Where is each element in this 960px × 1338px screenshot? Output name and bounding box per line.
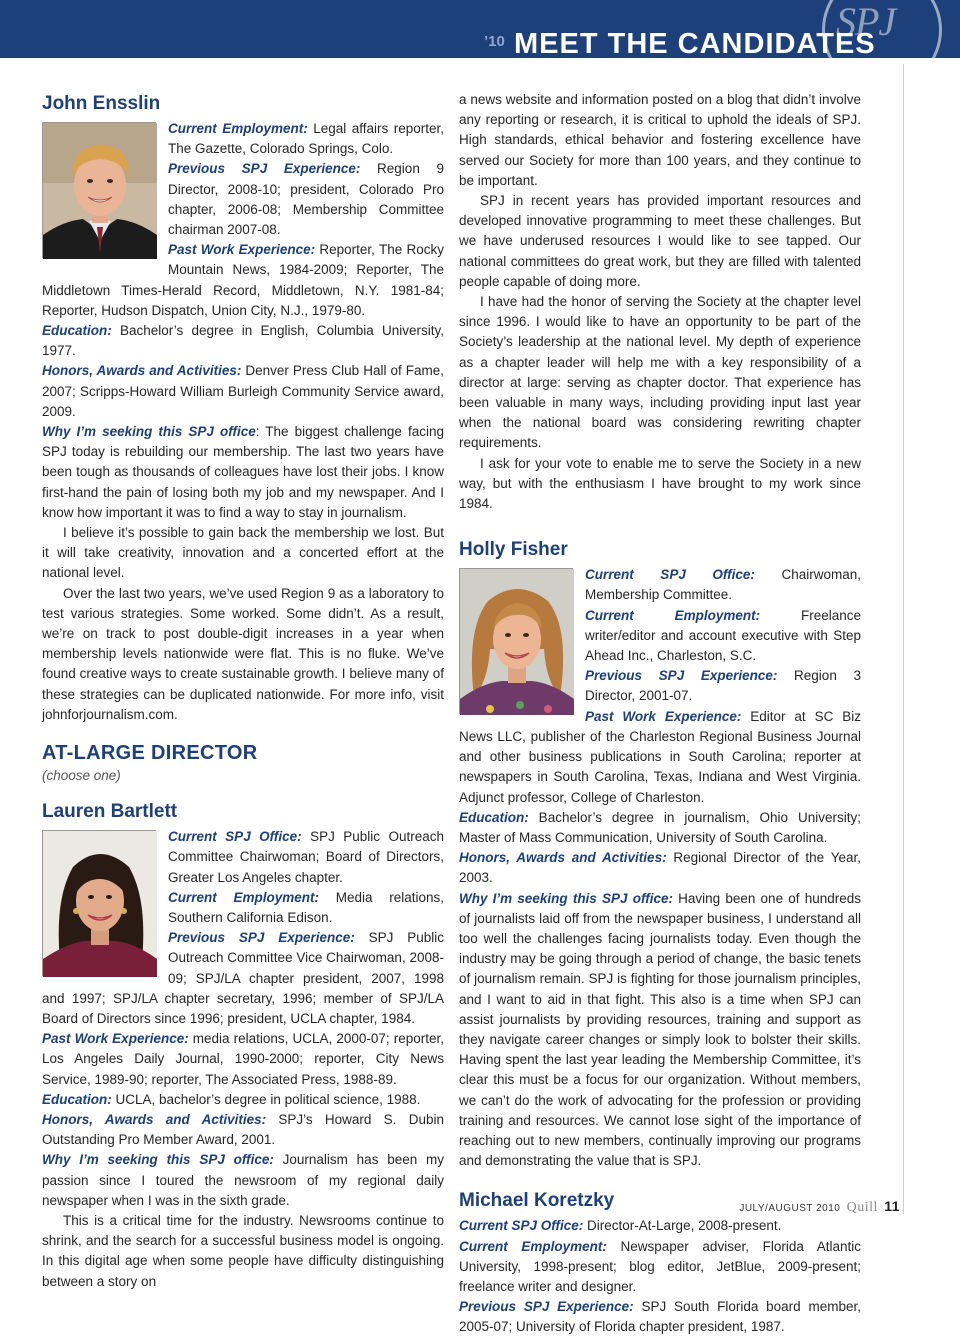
label-honors: Honors, Awards and Activities: <box>42 1111 267 1127</box>
bartlett-paragraph-4: I have had the honor of serving the Society at the chapter level since 1996. I would like to have an opportunity to be part of the Society’s leadership at the national level. My depth of experience as a chapter leader will help me with a key responsibility of a director at large: serving as chapter doctor. That experience has been valuable in many ways, including providing input last year when the national board was considering rewriting chapter requirements. <box>459 294 861 451</box>
bartlett-paragraph-3: SPJ in recent years has provided important resources and developed innovative programming to meet these challenges. But we have underused resources I would like to see tapped. Our national committees do great work, but they are filled with talented people capable of doing more. <box>459 193 861 289</box>
bartlett-past-work: media relations, UCLA, 2000-07; reporter, Los Angeles Daily Journal, 1990-2000; reporter, City News Service, 1989-90; reporter, The Associated Press, 1988-89. <box>42 1031 444 1087</box>
section-heading-at-large-director: AT-LARGE DIRECTOR <box>42 742 258 765</box>
label-previous-experience: Previous SPJ Experience: <box>585 668 778 684</box>
label-past-work: Past Work Experience: <box>42 1031 189 1047</box>
ensslin-paragraph-2: I believe it’s possible to gain back the membership we lost. But it will take creativity, innovation and a concerted effort at the national level. <box>42 525 444 581</box>
bartlett-paragraph-5: I ask for your vote to enable me to serve the Society in a new way, but with the enthusiasm I have brought to my work since 1984. <box>459 455 861 512</box>
fisher-current-employment: Freelance writer/editor and account executive with Step Ahead Inc., Charleston, S.C. <box>585 607 861 664</box>
banner-year: ’10 <box>484 33 505 50</box>
fisher-education: Bachelor’s degree in journalism, Ohio University; Master of Mass Communication, University of South Carolina. <box>459 809 861 845</box>
spacer <box>459 1171 861 1187</box>
ensslin-honors: Denver Press Club Hall of Fame, 2007; Scripps-Howard William Burleigh Community Service award, 2009. <box>42 363 444 419</box>
label-why-seeking: Why I’m seeking this SPJ office <box>42 424 256 440</box>
bartlett-why: Journalism has been my passion since I toured the newsroom of my regional daily newspaper when I was in the sixth grade. <box>42 1152 444 1208</box>
label-previous-experience: Previous SPJ Experience: <box>459 1299 634 1315</box>
koretzky-previous-experience: SPJ South Florida board member, 2005-07; University of Florida chapter president, 1987. <box>459 1299 861 1335</box>
koretzky-current-office: Director-At-Large, 2008-present. <box>583 1218 782 1234</box>
bartlett-current-employment: Media relations, Southern California Edison. <box>168 889 444 925</box>
label-previous-experience: Previous SPJ Experience: <box>168 161 361 177</box>
fisher-past-work: Editor at SC Biz News LLC, publisher of the Charleston Regional Business Journal and other business publications in South Carolina; reporter at newspapers in South Carolina, Texas, Indiana and West Virginia. Adjunct professor, College of Charleston. <box>459 708 861 805</box>
fisher-current-office: Chairwoman, Membership Committee. <box>585 567 861 603</box>
photo-lauren-bartlett <box>42 830 156 976</box>
issue-date: JULY/AUGUST 2010 <box>739 1203 841 1214</box>
label-education: Education: <box>42 323 112 339</box>
ensslin-paragraph-3: Over the last two years, we’ve used Region 9 as a laboratory to test various strategies. Some worked. Some didn’t. As a result, we’re on track to post double-digit increases in a year when membership levels nationwide were flat. This is no fluke. We’ve found creative ways to create sustainable growth. I believe many of these strategies can be duplicated nationwide. For more info, visit johnforjournalism.com. <box>42 585 444 722</box>
fisher-why: Having been one of hundreds of journalists laid off from the newspaper business, I understand all too well the challenges facing journalists today. Even though the industry may be going through a period of change, the basic tenets of journalism remain. SPJ is fighting for those journalism principles, and I want to aid in that fight. This also is a time when SPJ can assist journalists by providing resources, training and support as they navigate career changes or simply look to bolster their skills. Having spent the last year leading the Membership Committee, it’s clear this must be a focus for our organization. Without members, we can’t do the work of advocating for the profession or providing training and resources. We cannot lose sight of the importance of reaching out to new members, continually improving our programs and demonstrating the value that is SPJ. <box>459 890 861 1169</box>
section-subtitle: (choose one) <box>42 768 121 784</box>
label-why-seeking: Why I’m seeking this SPJ office: <box>42 1152 274 1168</box>
label-education: Education: <box>42 1091 112 1107</box>
right-column <box>459 90 861 1338</box>
label-current-employment: Current Employment: <box>459 1238 607 1254</box>
fisher-honors: Regional Director of the Year, 2003. <box>459 850 861 886</box>
label-previous-experience: Previous SPJ Experience: <box>168 930 355 946</box>
photo-holly-fisher <box>459 568 573 714</box>
candidate-name-fisher: Holly Fisher <box>459 539 568 561</box>
bartlett-paragraph-2-continued: a news website and information posted on a blog that didn’t involve any reporting or research, it is critical to uphold the ideals of SPJ. High standards, ethical behavior and fostering excellence have served our Society for more than 100 years, and they continue to be important. <box>459 92 861 188</box>
koretzky-current-employment: Newspaper adviser, Florida Atlantic University, 1998-present; blog editor, JetBlue, 2009-present; freelance writer and designer. <box>459 1238 861 1294</box>
label-why-seeking: Why I’m seeking this SPJ office: <box>459 890 673 906</box>
label-honors: Honors, Awards and Activities: <box>42 363 242 379</box>
page-number: 11 <box>884 1198 900 1214</box>
label-current-office: Current SPJ Office: <box>585 567 755 583</box>
ensslin-past-work: Reporter, The Rocky Mountain News, 1984-2009; Reporter, The Middletown Times-Herald Record, Middletown, N.Y. 1981-84; Reporter, Hudson Dispatch, Union City, N.J., 1979-80. <box>42 242 445 318</box>
label-current-employment: Current Employment: <box>168 121 308 136</box>
ensslin-why: : The biggest challenge facing SPJ today is rebuilding our membership. The last two years have been tough as thousands of colleagues have lost their jobs. I know first-hand the pain of losing both my job and my newspaper. And I know how important it was to find a way to stay in journalism. <box>42 424 444 520</box>
candidate-name-bartlett: Lauren Bartlett <box>42 801 178 823</box>
candidate-name-ensslin: John Ensslin <box>42 93 161 114</box>
spacer <box>459 514 861 536</box>
candidate-name-koretzky: Michael Koretzky <box>459 1190 615 1212</box>
bartlett-honors: SPJ’s Howard S. Dubin Outstanding Pro Member Award, 2001. <box>42 1111 444 1148</box>
spj-logo-text: SPJ <box>836 0 896 44</box>
ensslin-current-employment: Legal affairs reporter, The Gazette, Colorado Springs, Colo. <box>168 121 445 157</box>
page-title: MEET THE CANDIDATES <box>514 28 876 60</box>
ensslin-education: Bachelor’s degree in English, Columbia University, 1977. <box>42 323 444 359</box>
header-banner <box>0 0 960 58</box>
left-column <box>42 90 444 1292</box>
label-current-office: Current SPJ Office: <box>168 829 302 845</box>
bartlett-paragraph-2: This is a critical time for the industry. Newsrooms continue to shrink, and the search for a successful business model is ongoing. In this digital age when some people have difficulty distinguishing between a story on <box>42 1212 444 1289</box>
label-current-employment: Current Employment: <box>168 889 319 905</box>
label-past-work: Past Work Experience: <box>585 708 742 724</box>
bartlett-current-office: SPJ Public Outreach Committee Chairwoman; Board of Directors, Greater Los Angeles chapter. <box>168 829 444 885</box>
bartlett-education: UCLA, bachelor’s degree in political science, 1988. <box>111 1091 421 1107</box>
page-edge-rule <box>903 64 904 1214</box>
photo-john-ensslin <box>42 122 156 258</box>
bartlett-previous-experience: SPJ Public Outreach Committee Vice Chairwoman, 2008-09; SPJ/LA chapter president, 2007, 1998 and 1997; SPJ/LA chapter secretary, 1996; member of SPJ/LA Board of Directors since 1996; president, UCLA chapter, 1984. <box>42 930 444 1026</box>
fisher-previous-experience: Region 3 Director, 2001-07. <box>585 668 861 704</box>
koretzky-bio <box>459 1216 861 1337</box>
ensslin-previous-experience: Region 9 Director, 2008-10; president, Colorado Pro chapter, 2006-08; Membership Committee chairman 2007-08. <box>168 161 444 238</box>
label-past-work: Past Work Experience: <box>168 242 316 258</box>
label-current-employment: Current Employment: <box>585 607 761 623</box>
page-footer <box>739 1198 900 1216</box>
label-honors: Honors, Awards and Activities: <box>459 850 667 866</box>
label-education: Education: <box>459 809 529 825</box>
magazine-name: Quill <box>846 1200 878 1215</box>
label-current-office: Current SPJ Office: <box>459 1218 584 1234</box>
